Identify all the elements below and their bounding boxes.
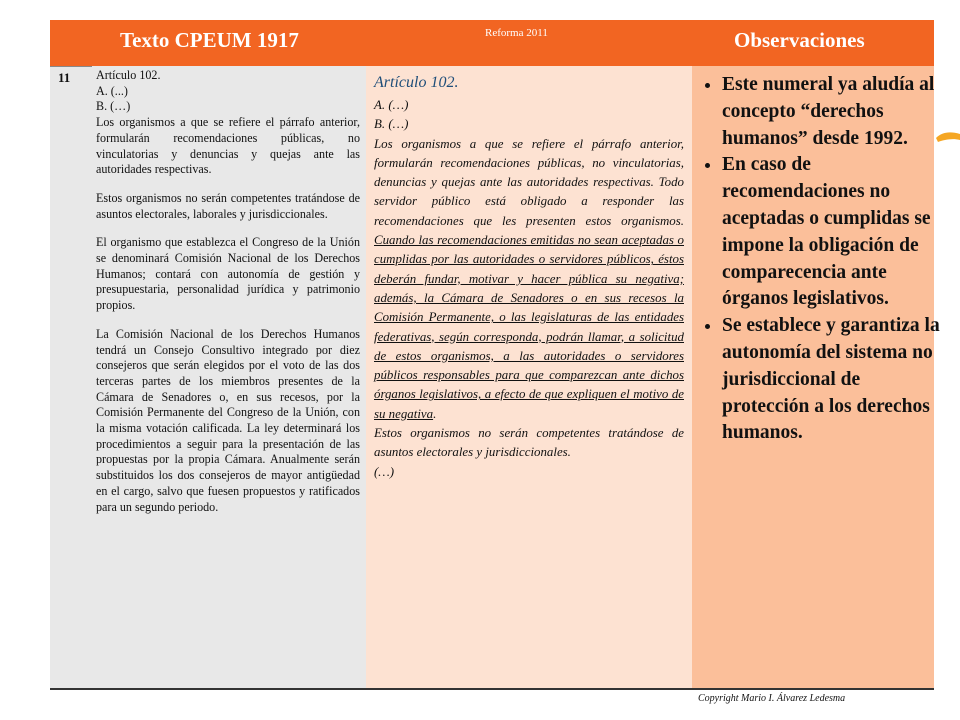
row-number-cell <box>50 66 92 688</box>
original-line: Artículo 102. <box>96 68 161 82</box>
original-paragraph: Los organismos a que se refiere el párrafo anterior, formularán recomendaciones públicas, no vinculatorias y denuncias y quejas ante las autoridades respectivas. <box>96 115 360 177</box>
header-col-observations: Observaciones <box>734 28 865 52</box>
observation-item: • Se establece y garantiza la autonomía del sistema no jurisdiccional de protección a los derechos humanos. <box>722 313 948 447</box>
table-header <box>50 20 934 68</box>
header-col-reform: Reforma 2011 <box>485 27 548 39</box>
brush-stroke-decoration <box>934 128 960 144</box>
original-paragraph: Estos organismos no serán competentes tratándose de asuntos electorales, laborales y jurisdiccionales. <box>96 190 360 221</box>
reform-underlined-text: Cuando las recomendaciones emitidas no sean aceptadas o cumplidas por las autoridades o servidores públicos, éstos deberán fundar, motivar y hacer pública su negativa; además, la Cámara de Senadores o en sus recesos la Comisión Permanente, o las legislaturas de las entidades federativas, según corresponda, podrán llamar, a solicitud de estos organismos, a las autoridades o servidores públicos responsables para que comparezcan ante dichos órganos legislativos, a efecto de que expliquen el motivo de su negativa <box>374 233 684 421</box>
reform-line: A. (…) <box>374 98 409 112</box>
table-bottom-border <box>50 688 934 690</box>
original-paragraph: El organismo que establezca el Congreso de la Unión se denominará Comisión Nacional de los Derechos Humanos; contará con autonomía de gestión y presupuestaria, personalidad jurídica y patrimonio propios. <box>96 235 360 313</box>
reform-text <box>374 96 684 482</box>
reform-period: . <box>433 406 437 421</box>
reform-heading: Artículo 102. <box>374 74 459 91</box>
reform-ellipsis: (…) <box>374 464 395 479</box>
header-col-text: Texto CPEUM 1917 <box>120 28 299 52</box>
reform-plain-text: Los organismos a que se refiere el párrafo anterior, formularán recomendaciones públicas, no vinculatorias, denuncias y quejas ante las autoridades respectivas. Todo servidor público está obligado a responder las recomendaciones que les presenten estos organismos. <box>374 136 684 228</box>
reform-text-cell <box>366 66 692 688</box>
comparison-table <box>50 20 940 690</box>
observations-list <box>700 72 948 447</box>
original-text <box>96 68 360 528</box>
row-number: 11 <box>58 70 71 85</box>
original-text-cell <box>92 66 366 688</box>
reform-line: B. (…) <box>374 117 409 132</box>
original-line: A. (...) <box>96 83 128 98</box>
original-paragraph: La Comisión Nacional de los Derechos Humanos tendrá un Consejo Consultivo integrado por diez consejeros que serán elegidos por el voto de las dos terceras partes de los miembros presentes de la Cámara de Senadores o, en sus recesos, por la Comisión Permanente del Congreso de la Unión, con la misma votación calificada. La ley determinará los procedimientos a seguir para la presentación de las propuestas por la propia Cámara. Anualmente serán substituidos los dos consejeros de mayor antigüedad en el cargo, salvo que fuesen propuestos y ratificados para un segundo periodo. <box>96 326 360 514</box>
copyright-notice: Copyright Mario I. Álvarez Ledesma <box>698 693 846 704</box>
reform-paragraph: Estos organismos no serán competentes tratándose de asuntos electorales y jurisdiccionales. <box>374 426 684 460</box>
observations-cell <box>692 66 940 688</box>
observation-item: • Este numeral ya aludía al concepto “derechos humanos” desde 1992. <box>722 72 948 152</box>
original-line: B. (…) <box>96 99 131 114</box>
observation-item: • En caso de recomendaciones no aceptadas o cumplidas se impone la obligación de comparecencia ante órganos legislativos. <box>722 152 948 313</box>
reform-paragraph <box>374 135 684 424</box>
